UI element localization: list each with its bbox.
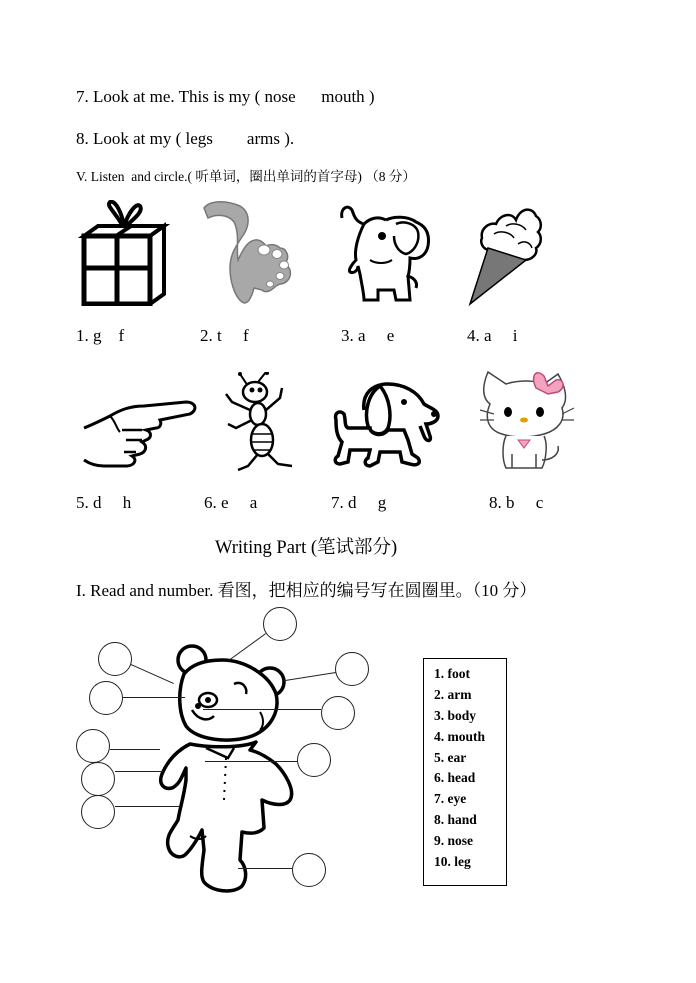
item-4-options: 4. a i: [467, 326, 518, 345]
answer-circle[interactable]: [292, 853, 326, 887]
answer-circle[interactable]: [81, 762, 115, 796]
question-7: 7. Look at me. This is my ( nose mouth ): [76, 87, 375, 106]
dog-icon: [330, 380, 442, 472]
answer-circle[interactable]: [81, 795, 115, 829]
leader-line: [123, 697, 185, 698]
pointing-hand-icon: [80, 394, 198, 474]
item-3-options: 3. a e: [341, 326, 395, 345]
leader-line: [115, 806, 180, 807]
ice-cream-icon: [466, 198, 546, 308]
leader-line: [203, 709, 321, 710]
answer-circle[interactable]: [335, 652, 369, 686]
answer-circle[interactable]: [263, 607, 297, 641]
section-5-title: V. Listen and circle.( 听单词，圈出单词的首字母) （8 分）: [76, 169, 416, 184]
leader-line: [115, 771, 163, 772]
question-8: 8. Look at my ( legs arms ).: [76, 129, 295, 148]
word-list-item: 2. arm: [434, 686, 472, 702]
answer-circle[interactable]: [297, 743, 331, 777]
item-2-options: 2. t f: [200, 326, 249, 345]
answer-circle[interactable]: [321, 696, 355, 730]
word-list-item: 3. body: [434, 707, 477, 723]
word-list-item: 6. head: [434, 770, 476, 786]
word-list-item: 7. eye: [434, 791, 467, 807]
word-list-item: 5. ear: [434, 749, 467, 765]
item-5-options: 5. d h: [76, 493, 132, 512]
writing-part-heading: Writing Part (笔试部分): [215, 538, 398, 558]
word-list-item: 10. leg: [434, 854, 471, 870]
cat-icon: [478, 364, 576, 474]
item-7-options: 7. d g: [331, 493, 387, 512]
item-6-options: 6. e a: [204, 493, 258, 512]
word-list-item: 9. nose: [434, 833, 474, 849]
word-list-item: 4. mouth: [434, 728, 486, 744]
word-list-item: 8. hand: [434, 812, 477, 828]
answer-circle[interactable]: [89, 681, 123, 715]
teddy-bear-icon: [150, 640, 300, 896]
foot-icon: [200, 198, 296, 308]
ant-icon: [222, 372, 300, 474]
word-list-item: 1. foot: [434, 666, 470, 681]
leader-line: [238, 868, 292, 869]
section-1-title: I. Read and number. 看图，把相应的编号写在圆圈里。（10 分）: [76, 581, 537, 600]
leader-line: [110, 749, 160, 750]
word-list-box: [423, 658, 507, 886]
gift-box-icon: [78, 200, 170, 306]
leader-line: [205, 761, 297, 762]
elephant-icon: [334, 200, 434, 304]
answer-circle[interactable]: [98, 642, 132, 676]
item-1-options: 1. g f: [76, 326, 125, 345]
answer-circle[interactable]: [76, 729, 110, 763]
item-8-options: 8. b c: [489, 493, 544, 512]
